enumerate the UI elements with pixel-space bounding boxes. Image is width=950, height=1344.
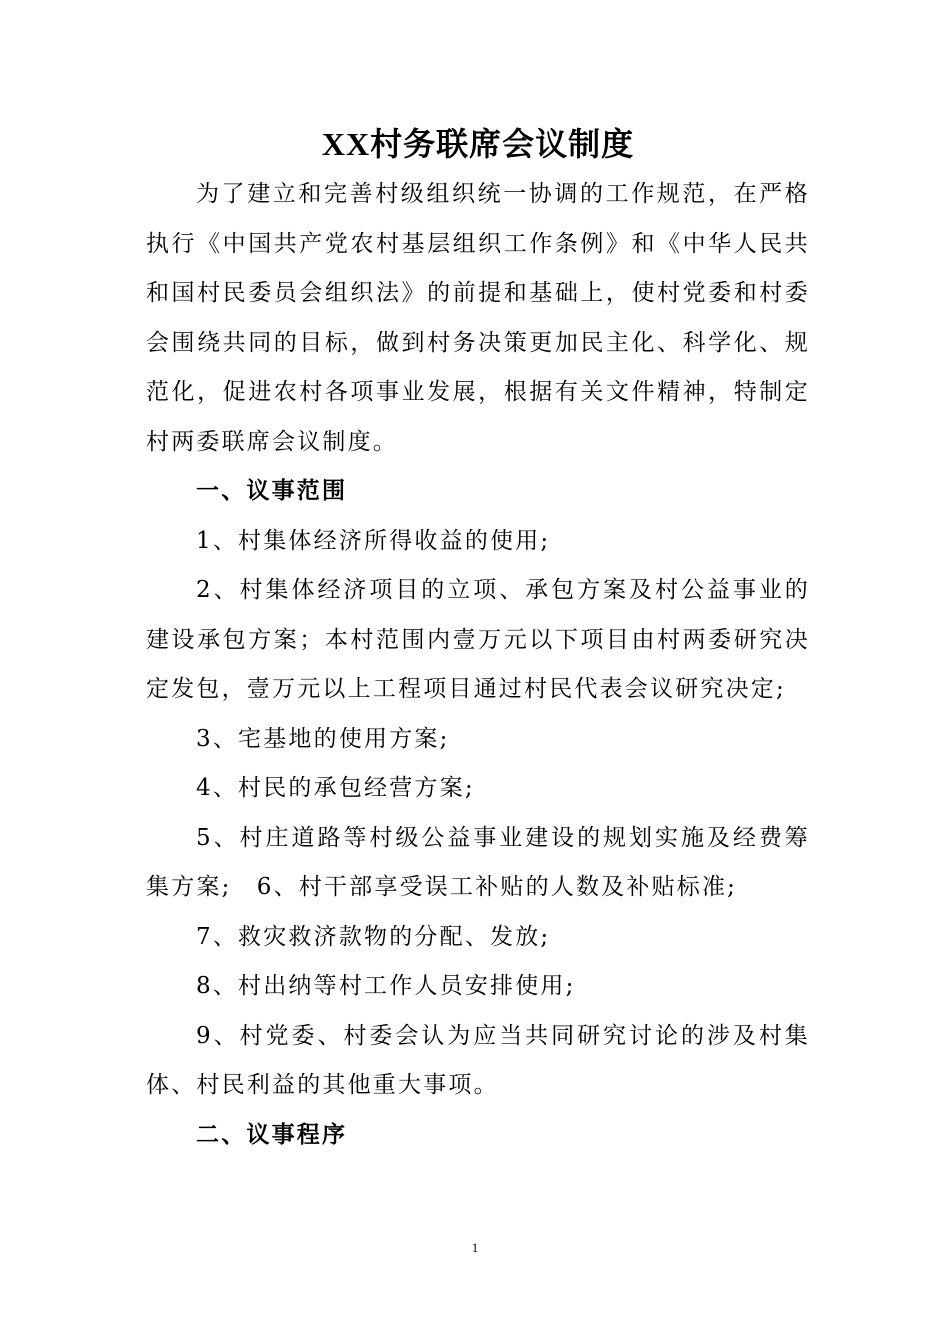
list-item: 4、村民的承包经营方案; — [196, 775, 475, 801]
list-item: 1、村集体经济所得收益的使用; — [196, 527, 551, 554]
document-title: XX村务联席会议制度 — [321, 126, 635, 162]
page-number: 1 — [471, 1240, 479, 1255]
intro-paragraph: 为了建立和完善村级组织统一协调的工作规范，在严格执行《中国共产党农村基层组织工作条例》和《中华人民共和国村民委员会组织法》的前提和基础上，使村党委和村委会围绕共同的目标，做到村务决策更加民主化、科学化、规范化，促进农村各项事业发展，根据有关文件精神，特制定村两委联席会议制度。 — [146, 181, 810, 455]
list-item: 8、村出纳等村工作人员安排使用; — [196, 973, 576, 999]
document-body — [146, 118, 810, 1160]
list-item: 2、村集体经济项目的立项、承包方案及村公益事业的建设承包方案；本村范围内壹万元以下项目由村两委研究决定发包，壹万元以上工程项目通过村民代表会议研究决定; — [146, 577, 810, 702]
section-heading-procedure: 二、议事程序 — [196, 1121, 348, 1148]
list-item: 5、村庄道路等村级公益事业建设的规划实施及经费筹集方案; 6、村干部享受误工补贴的人数及补贴标准; — [146, 824, 810, 900]
list-item: 7、救灾救济款物的分配、发放; — [196, 923, 551, 950]
list-item: 3、宅基地的使用方案; — [196, 725, 450, 752]
list-item: 9、村党委、村委会认为应当共同研究讨论的涉及村集体、村民利益的其他重大事项。 — [146, 1022, 810, 1098]
section-heading-scope: 一、议事范围 — [196, 478, 348, 504]
